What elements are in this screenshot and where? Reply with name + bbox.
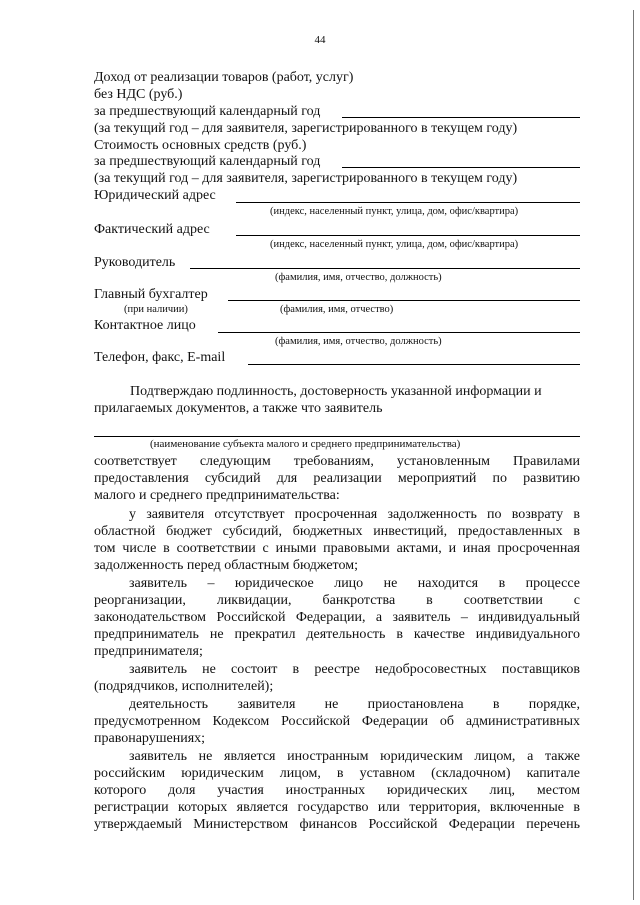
req1-line2: областной бюджет субсидий, бюджетных инвестиций, предоставленных в [94,524,580,539]
accountant-field[interactable] [228,300,580,301]
req4-line1: деятельность заявителя не приостановлена в порядке, [129,697,580,712]
contact-person-hint: (фамилия, имя, отчество, должность) [275,336,442,347]
req3-line2: (подрядчиков, исполнителей); [94,679,274,694]
req5-line4: регистрации которых является государство или территория, включенные в [94,800,580,815]
income-prev-year-label: за предшествующий календарный год [94,104,321,119]
requirements-intro-line3: малого и среднего предпринимательства: [94,488,340,503]
req4-line3: правонарушениях; [94,731,206,746]
legal-address-hint: (индекс, населенный пункт, улица, дом, офис/квартира) [270,206,519,217]
entity-name-field[interactable] [94,436,580,437]
req5-line1: заявитель не является иностранным юридическим лицом, а также [129,749,580,764]
assets-label: Стоимость основных средств (руб.) [94,138,307,153]
req3-line1: заявитель не состоит в реестре недобросовестных поставщиков [129,662,580,677]
income-current-year-note: (за текущий год – для заявителя, зарегистрированного в текущем году) [94,121,518,136]
req2-line2: реорганизации, ликвидации, банкротства в соответствии с [94,593,580,608]
accountant-note: (при наличии) [124,304,188,315]
head-label: Руководитель [94,255,176,270]
phone-label: Телефон, факс, E-mail [94,350,226,365]
requirements-intro-line1: соответствует следующим требованиям, установленным Правилами [94,454,580,469]
legal-address-label: Юридический адрес [94,188,216,203]
req5-line3: которого доля участия иностранных юридических лиц, местом [94,783,580,798]
contact-person-label: Контактное лицо [94,318,196,333]
req5-line5: утверждаемый Министерством финансов Российской Федерации перечень [94,817,580,832]
legal-address-field[interactable] [236,202,580,203]
assets-prev-year-field[interactable] [342,167,580,168]
req1-line1: у заявителя отсутствует просроченная задолженность по возврату в [129,507,580,522]
head-field[interactable] [190,268,580,269]
head-hint: (фамилия, имя, отчество, должность) [275,272,442,283]
requirements-intro-line2: предоставления субсидий для реализации мероприятий по развитию [94,471,580,486]
income-label-line2: без НДС (руб.) [94,87,183,102]
req4-line2: предусмотренном Кодексом Российской Федерации об административных [94,714,580,729]
req2-line3: законодательством Российской Федерации, а заявитель – индивидуальный [94,610,580,625]
accountant-label: Главный бухгалтер [94,287,208,302]
income-prev-year-field[interactable] [342,117,580,118]
assets-current-year-note: (за текущий год – для заявителя, зарегистрированного в текущем году) [94,171,518,186]
page-number: 44 [314,34,326,46]
req2-line4: предприниматель не прекратил деятельность в качестве индивидуального [94,627,580,642]
scan-edge-line [633,10,634,900]
confirm-line2: прилагаемых документов, а также что заявитель [94,401,383,416]
req2-line1: заявитель – юридическое лицо не находится в процессе [129,576,580,591]
assets-prev-year-label: за предшествующий календарный год [94,154,321,169]
actual-address-hint: (индекс, населенный пункт, улица, дом, офис/квартира) [270,239,519,250]
req5-line2: российским юридическим лицом, в уставном (складочном) капитале [94,766,580,781]
accountant-hint: (фамилия, имя, отчество) [280,304,394,315]
req2-line5: предпринимателя; [94,644,203,659]
actual-address-label: Фактический адрес [94,222,210,237]
entity-name-hint: (наименование субъекта малого и среднего предпринимательства) [150,438,461,450]
contact-person-field[interactable] [218,332,580,333]
income-label-line1: Доход от реализации товаров (работ, услуг) [94,70,354,85]
confirm-line1: Подтверждаю подлинность, достоверность указанной информации и [130,384,542,399]
req1-line3: том числе в соответствии с иными правовыми актами, и иная просроченная [94,541,580,556]
actual-address-field[interactable] [236,235,580,236]
phone-field[interactable] [248,364,580,365]
req1-line4: задолженность перед областным бюджетом; [94,558,358,573]
